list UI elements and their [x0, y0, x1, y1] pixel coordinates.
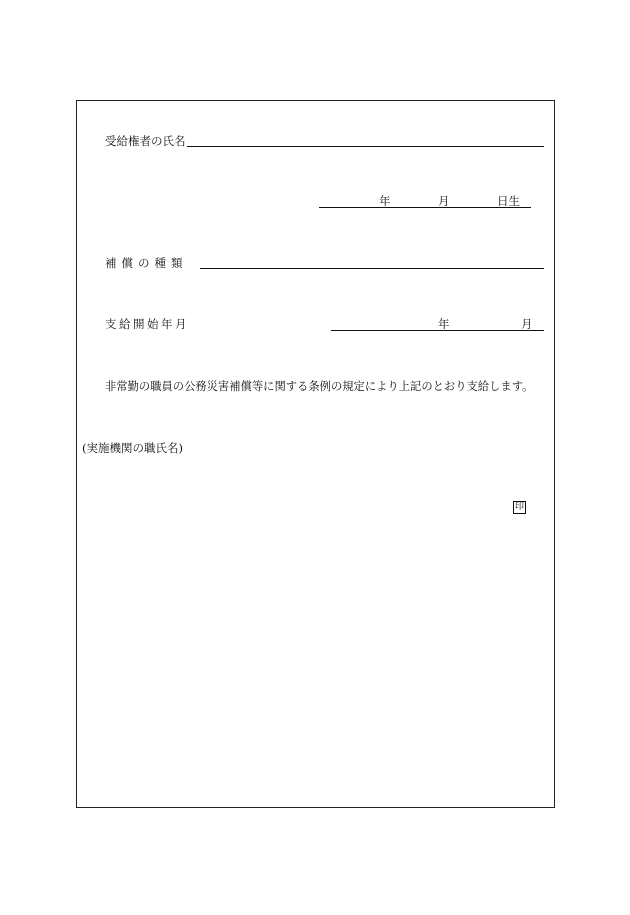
- recipient-name-label: 受給権者の氏名: [105, 134, 186, 148]
- statement-text: 非常勤の職員の公務災害補償等に関する条例の規定により上記のとおり支給します。: [105, 380, 534, 393]
- payment-start-line: [331, 330, 544, 331]
- recipient-name-line: [187, 146, 544, 147]
- payment-start-month-unit: 月: [521, 317, 533, 331]
- payment-start-label: 支給開始年月: [105, 317, 189, 331]
- compensation-type-line: [200, 268, 544, 269]
- birth-date-line: [319, 207, 531, 208]
- birth-year-unit: 年: [379, 194, 391, 208]
- seal-mark: 印: [514, 502, 524, 512]
- birth-day-unit: 日生: [497, 194, 520, 208]
- compensation-type-label: 補償の種類: [105, 256, 188, 270]
- payment-start-year-unit: 年: [438, 317, 450, 331]
- birth-month-unit: 月: [438, 194, 450, 208]
- agency-label: (実施機関の職氏名): [82, 441, 183, 455]
